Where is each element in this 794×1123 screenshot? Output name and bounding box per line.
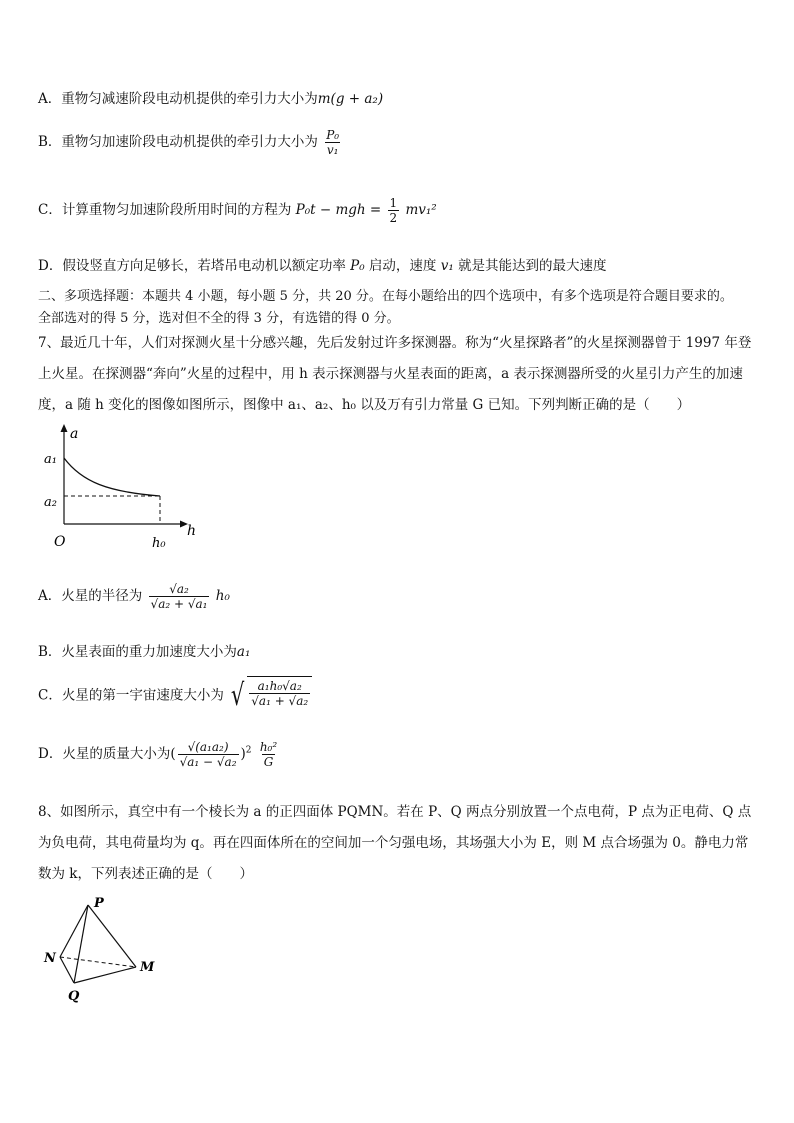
- q6-option-b-numerator: P₀: [326, 128, 340, 142]
- q8-label-M: M: [140, 960, 155, 975]
- q7-option-d-denominator: G: [263, 755, 274, 769]
- q6-option-b-text: B．重物匀加速阶段电动机提供的牵引力大小为: [38, 134, 318, 150]
- q7-stem: 7、最近几十年，人们对探测火星十分感兴趣，先后发射过许多探测器。称为“火星探路者”的火星探测器曾于 1997 年登上火星。在探测器“奔向”火星的过程中，用 h 表示探测器与火星表面的距离，a 表示探测器所受的火星引力产生的加速度，a 随 h 变化的图像如图所示，图像中 a₁、a₂、h₀ 以及万有引力常量 G 已知。下列判断正确的是（ ）: [38, 335, 752, 413]
- q7-h0-label: h₀: [152, 536, 166, 551]
- q6-option-a-formula: m(g + a₂): [317, 91, 384, 107]
- q8-stem: 8、如图所示，真空中有一个棱长为 a 的正四面体 PQMN。若在 P、Q 两点分别放置一个点电荷，P 点为正电荷、Q 点为负电荷，其电荷量均为 q。再在四面体所在的空间加一个匀强电场，其场强大小为 E，则 M 点合场强为 0。静电力常数为 k，下列表述正确的是（ ）: [38, 804, 752, 882]
- q6-option-b-denominator: v₁: [326, 143, 339, 157]
- q8-label-N: N: [44, 951, 56, 966]
- q7-option-c-radicand: [247, 676, 312, 716]
- q6-option-c-fraction: [388, 196, 400, 225]
- q7-x-label: h: [187, 523, 197, 539]
- q7-option-c-numerator: a₁h₀√a₂: [257, 679, 302, 693]
- q7-option-d: D．火星的质量大小为( $\frac{\text{√(a₁a₂)}}{\text{√a₁ − √a₂}}$ )$^2$ $\frac{\text{h₀²}}{G}$: [38, 740, 278, 769]
- q8-label-Q: Q: [68, 989, 80, 1004]
- q6-option-b: [38, 128, 343, 157]
- q6-option-b-fraction: [324, 128, 341, 157]
- q8-label-P: P: [94, 896, 104, 911]
- section-2-heading-line-2: 全部选对的得 5 分，选对但不全的得 3 分，有选错的得 0 分。: [38, 311, 400, 326]
- q7-option-b-var: a₁: [236, 644, 251, 660]
- q7-curve: [64, 458, 160, 496]
- q7-y-label: a: [70, 426, 79, 442]
- q7-option-b-text: B．火星表面的重力加速度大小为: [38, 644, 237, 660]
- q7-origin-label: O: [54, 534, 66, 550]
- section-2-heading-line-1: 二、多项选择题：本题共 4 小题，每小题 5 分，共 20 分。在每小题给出的四个选项中，有多个选项是符合题目要求的。: [38, 289, 733, 304]
- q8-edge-NM-dashed: [60, 957, 136, 967]
- radical-sign-icon: √: [231, 678, 245, 713]
- q7-option-c: [38, 676, 312, 716]
- q6-option-d-text-3: 就是其能达到的最大速度: [458, 258, 607, 274]
- q7-option-c-text: C．火星的第一宇宙速度大小为: [38, 687, 224, 704]
- q6-option-c-formula-left: P₀t − mgh =: [295, 202, 382, 218]
- q7-option-a-fraction: [149, 582, 210, 611]
- q7-option-a-tail: h₀: [215, 588, 230, 604]
- q7-option-d-numerator: h₀²: [259, 740, 278, 754]
- q6-option-c-formula-right: mv₁²: [405, 202, 437, 218]
- q7-a1-label: a₁: [44, 452, 57, 467]
- q7-option-d-fraction: [258, 740, 279, 769]
- q7-option-b: [38, 640, 250, 660]
- q7-option-c-denominator: √a₁ + √a₂: [251, 694, 309, 708]
- q7-option-a: [38, 582, 230, 611]
- q6-option-a-text: A．重物匀减速阶段电动机提供的牵引力大小为: [38, 91, 318, 107]
- q6-option-d-text-1: D．假设竖直方向足够长，若塔吊电动机以额定功率: [38, 258, 346, 274]
- q7-option-a-numerator: √a₂: [169, 582, 189, 596]
- q8-edge-PQ: [74, 905, 88, 983]
- q7-a2-label: a₂: [44, 495, 57, 510]
- q7-option-c-sqrt: [228, 676, 312, 716]
- q7-option-c-fraction: [249, 679, 310, 708]
- q6-option-c: [38, 196, 437, 225]
- q7-graph: [38, 420, 208, 560]
- q7-option-d-paren-denominator: √a₁ − √a₂: [179, 755, 237, 769]
- q7-option-d-paren-numerator: √(a₁a₂): [187, 740, 229, 754]
- q6-option-c-numerator: 1: [389, 196, 398, 210]
- q7-option-a-text: A．火星的半径为: [38, 588, 143, 604]
- q7-option-d-exponent: 2: [245, 745, 252, 756]
- q6-option-d-var-1: P₀: [350, 258, 365, 274]
- q8-tetrahedron-figure: [38, 893, 168, 1013]
- q6-option-d-var-2: v₁: [440, 258, 454, 274]
- q8-edge-NQ: [60, 957, 74, 983]
- q7-y-arrow: [61, 424, 68, 432]
- q8-edge-QM: [74, 967, 136, 983]
- q6-option-d-text-2: 启动，速度: [368, 258, 437, 274]
- q6-option-a: [38, 87, 383, 107]
- q7-option-a-denominator: √a₂ + √a₁: [150, 597, 208, 611]
- q6-option-c-denominator: 2: [389, 211, 398, 225]
- q8-edge-PM: [88, 905, 136, 967]
- q6-option-c-text: C．计算重物匀加速阶段所用时间的方程为: [38, 202, 292, 218]
- q7-option-d-paren-fraction: [178, 740, 239, 769]
- q7-option-d-text: D．火星的质量大小为: [38, 746, 171, 762]
- q6-option-d: [38, 254, 607, 274]
